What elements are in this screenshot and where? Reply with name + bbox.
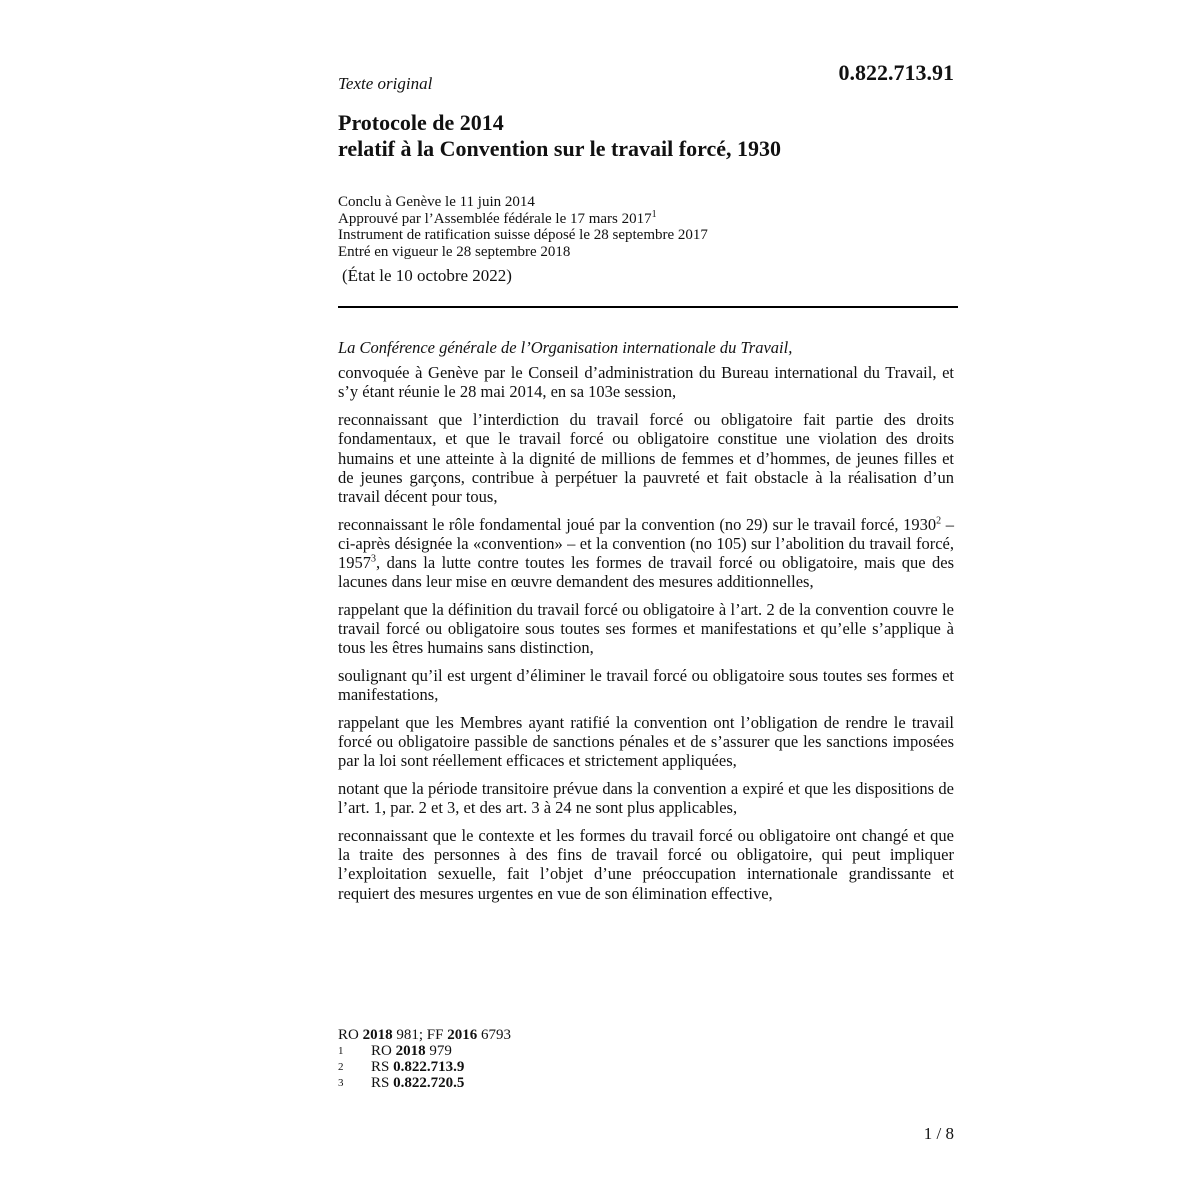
footnote-ref-3[interactable]: 3 (371, 553, 376, 565)
paragraph-2: reconnaissant que l’interdiction du travail forcé ou obligatoire fait partie des droits fondamentaux, et que le travail forcé ou obligatoire constitue une violation des droits humains et une atteinte à la dignité de millions de femmes et d’hommes, de jeunes filles et de jeunes garçons, contribue à perpétuer la pauvreté et fait obstacle à la réalisation d’un travail décent pour tous, (338, 410, 954, 506)
document-body (338, 338, 954, 911)
page-number: 1 / 8 (923, 1124, 954, 1143)
footnote-1: 1 RO 2018 979 (338, 1043, 452, 1059)
meta-approved: Approuvé par l’Assemblée fédérale le 17 mars 2017$^1$ (338, 208, 657, 227)
meta-concluded: Conclu à Genève le 11 juin 2014 (338, 194, 535, 210)
paragraph-4: rappelant que la définition du travail forcé ou obligatoire à l’art. 2 de la convention couvre le travail forcé ou obligatoire sous toutes ses formes et manifestations et qu’elle s’applique à tous les êtres humains sans distinction, (338, 599, 954, 658)
title-line-1: Protocole de 2014 (338, 110, 504, 135)
document-title (338, 110, 781, 162)
footnote-2: 2 RS 0.822.713.9 (338, 1059, 465, 1075)
paragraph-6: rappelant que les Membres ayant ratifié la convention ont l’obligation de rendre le travail forcé ou obligatoire passible de sanctions pénales et de s’assurer que les sanctions imposées par la loi sont réellement efficaces et strictement appliquées, (338, 712, 954, 771)
original-text-label: Texte original (338, 74, 433, 93)
meta-in-force: Entré en vigueur le 28 septembre 2018 (338, 243, 571, 260)
header-divider (338, 306, 958, 308)
meta-ratification: Instrument de ratification suisse déposé le 28 septembre 2017 (338, 227, 708, 243)
publication-reference: RO 2018 981; FF 2016 6793 (338, 1027, 511, 1043)
paragraph-8: reconnaissant que le contexte et les formes du travail forcé ou obligatoire ont changé et que la traite des personnes à des fins de travail forcé ou obligatoire, qui peut impliquer l’exploitation sexuelle, fait l’objet d’une préoccupation internationale grandissante et requiert des mesures urgentes en vue de son élimination effective, (338, 825, 954, 903)
preamble: La Conférence générale de l’Organisation internationale du Travail, (338, 338, 793, 357)
paragraph-1: convoquée à Genève par le Conseil d’administration du Bureau international du Travail, et s’y étant réunie le 28 mai 2014, en sa 103e session, (338, 363, 954, 402)
footnotes (338, 1027, 511, 1091)
paragraph-3: reconnaissant le rôle fondamental joué par la convention (no 29) sur le travail forcé, 1930$^2$ – ci-après désignée la «convention» – et la convention (no 105) sur l’abolition du travail forcé, 1957$^3$, dans la lutte contre toutes les formes de travail forcé ou obligatoire, mais que des lacunes dans leur mise en œuvre demandent des mesures additionnelles, (338, 514, 955, 592)
document-meta (338, 194, 708, 260)
status-date: (État le 10 octobre 2022) (342, 266, 512, 285)
title-line-2: relatif à la Convention sur le travail forcé, 1930 (338, 136, 781, 161)
footnote-ref-1[interactable]: 1 (651, 208, 657, 220)
footnote-3: 3 RS 0.822.720.5 (338, 1075, 465, 1091)
paragraph-5: soulignant qu’il est urgent d’éliminer le travail forcé ou obligatoire sous toutes ses formes et manifestations, (338, 666, 954, 705)
footnote-ref-2[interactable]: 2 (936, 515, 942, 527)
sr-number: 0.822.713.91 (838, 60, 954, 85)
paragraph-7: notant que la période transitoire prévue dans la convention a expiré et que les dispositions de l’art. 1, par. 2 et 3, et des art. 3 à 24 ne sont plus applicables, (338, 779, 954, 818)
